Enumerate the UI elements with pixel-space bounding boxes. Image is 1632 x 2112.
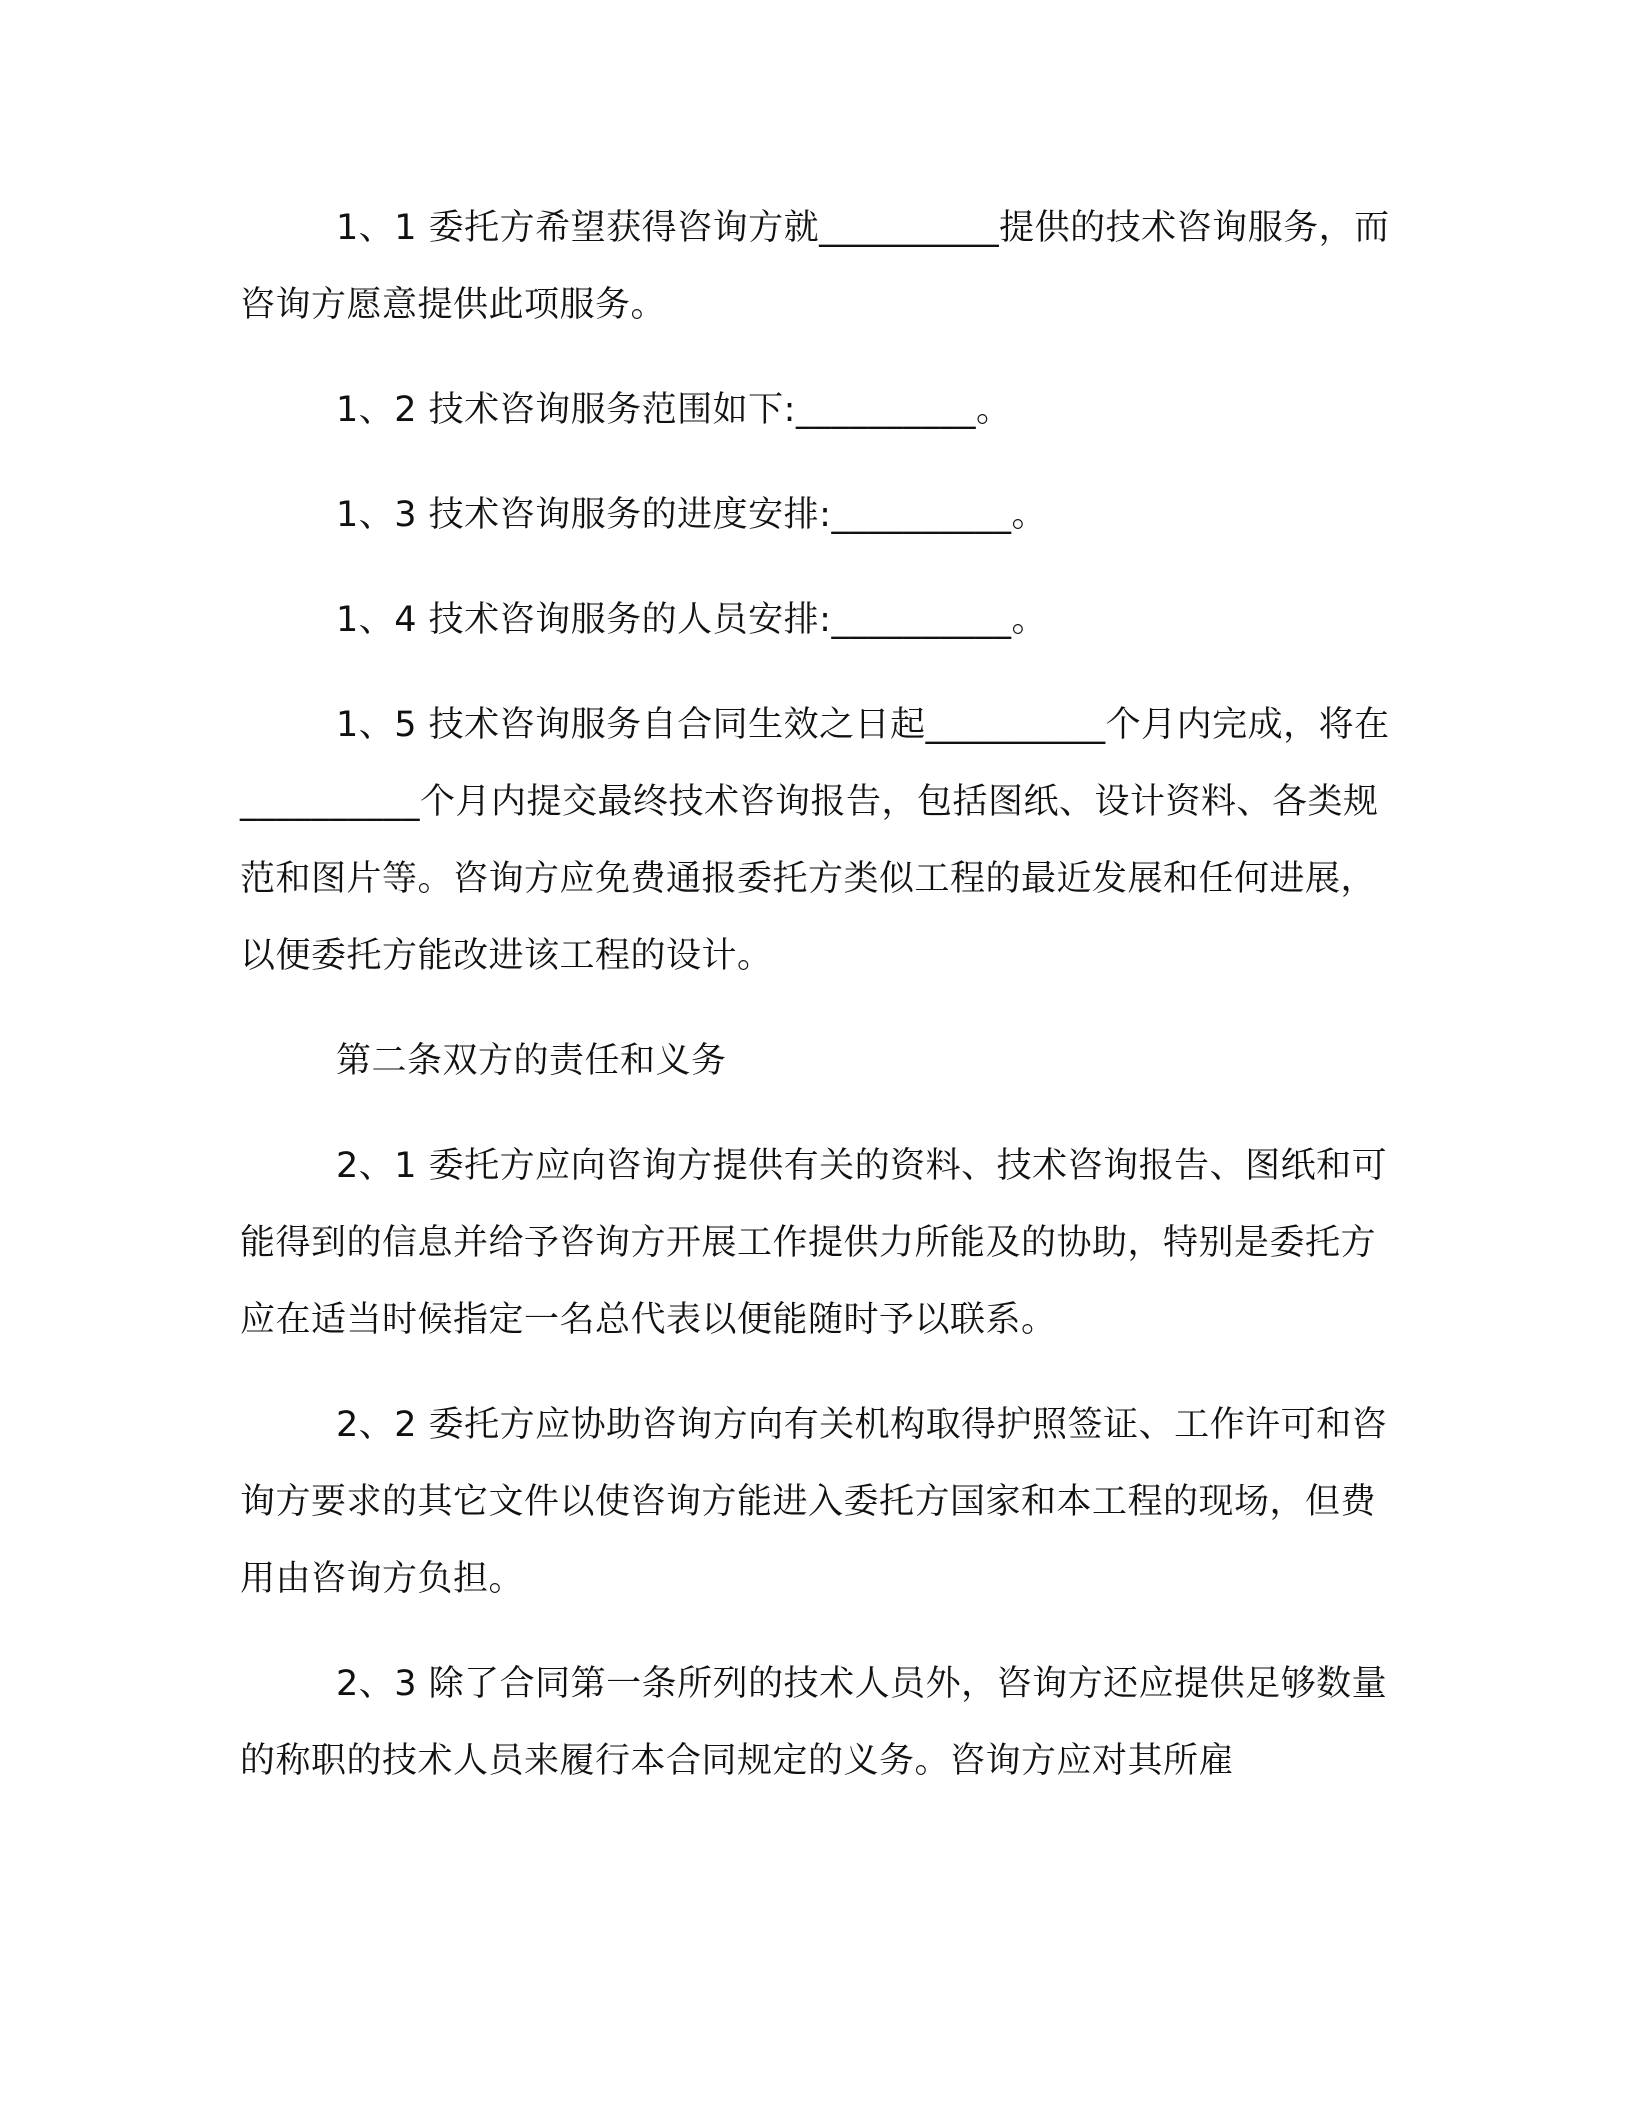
- paragraph-spacer: [240, 995, 1390, 1023]
- paragraph-spacer: [240, 1618, 1390, 1646]
- clause-1-1: 1、1 委托方希望获得咨询方就__________提供的技术咨询服务，而咨询方愿意提供此项服务。: [240, 208, 1390, 325]
- clause-2-1: 2、1 委托方应向咨询方提供有关的资料、技术咨询报告、图纸和可能得到的信息并给予咨询方开展工作提供力所能及的协助，特别是委托方应在适当时候指定一名总代表以便能随时予以联系。: [240, 1146, 1388, 1340]
- document-body: [240, 190, 1390, 1800]
- clause-1-2: 1、2 技术咨询服务范围如下:__________。: [336, 390, 1012, 430]
- paragraph-spacer: [240, 344, 1390, 372]
- clause-2-2: 2、2 委托方应协助咨询方向有关机构取得护照签证、工作许可和咨询方要求的其它文件以使咨询方能进入委托方国家和本工程的现场，但费用由咨询方负担。: [240, 1405, 1388, 1599]
- paragraph-spacer: [240, 1359, 1390, 1387]
- paragraph-spacer: [240, 449, 1390, 477]
- article-2-heading: 第二条双方的责任和义务: [336, 1041, 727, 1081]
- paragraph-spacer: [240, 554, 1390, 582]
- clause-1-3: 1、3 技术咨询服务的进度安排:__________。: [336, 495, 1047, 535]
- clause-1-4: 1、4 技术咨询服务的人员安排:__________。: [336, 600, 1047, 640]
- clause-1-5: 1、5 技术咨询服务自合同生效之日起__________个月内完成，将在__________个月内提交最终技术咨询报告，包括图纸、设计资料、各类规范和图片等。咨询方应免费通报委托方类似工程的最近发展和任何进展，以便委托方能改进该工程的设计。: [240, 705, 1390, 976]
- paragraph-spacer: [240, 659, 1390, 687]
- clause-2-3: 2、3 除了合同第一条所列的技术人员外，咨询方还应提供足够数量的称职的技术人员来履行本合同规定的义务。咨询方应对其所雇: [240, 1664, 1388, 1781]
- paragraph-spacer: [240, 1100, 1390, 1128]
